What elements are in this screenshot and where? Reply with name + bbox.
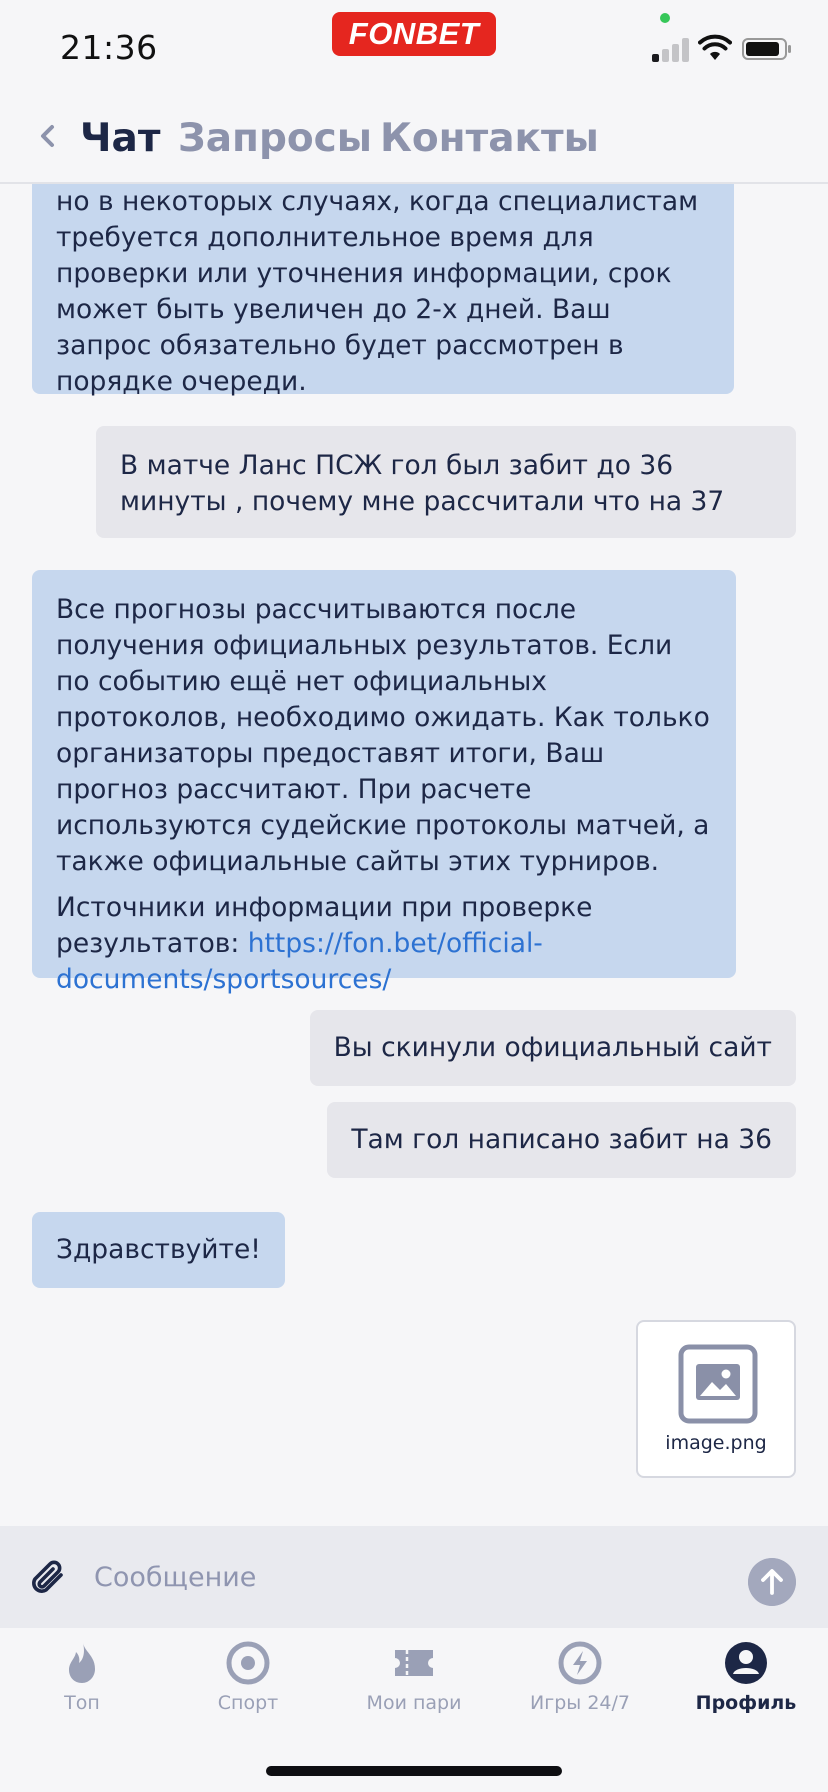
fonbet-logo: FONBET — [332, 12, 496, 56]
nav-item-my-bets[interactable] — [334, 1640, 494, 1714]
chat-messages[interactable] — [0, 184, 828, 1526]
sources-link[interactable]: https://fon.bet/official-documents/sportsources/ — [56, 928, 543, 995]
image-icon — [678, 1344, 758, 1424]
support-message — [32, 184, 734, 397]
message-text: Здравствуйте! — [56, 1234, 261, 1265]
nav-label: Мои пари — [366, 1692, 462, 1714]
attachment-filename: image.png — [665, 1432, 767, 1454]
arrow-up-icon[interactable] — [748, 1558, 796, 1606]
user-message — [96, 426, 796, 538]
message-text: Все прогнозы рассчитываются после получения официальных результатов. Если по событию ещё нет официальных протоколов, необходимо ожидать. Как только организаторы предоставят итоги, Ваш прогноз рассчитают. При расчете используются судейские протоколы матчей, а также официальные сайты этих турниров. — [56, 594, 710, 877]
message-text: Там гол написано забит на 36 — [351, 1124, 772, 1155]
nav-label: Профиль — [695, 1692, 797, 1714]
ticket-icon — [391, 1640, 437, 1686]
message-text: Источники информации при проверке результатов: — [56, 892, 593, 959]
message-text: В матче Ланс ПСЖ гол был забит до 36 минуты , почему мне рассчитали что на 37 — [120, 450, 725, 517]
nav-label: Спорт — [217, 1692, 279, 1714]
nav-item-profile[interactable] — [666, 1640, 826, 1714]
status-bar — [0, 0, 828, 96]
lightning-icon — [557, 1640, 603, 1686]
home-indicator — [266, 1766, 562, 1776]
tab-contacts[interactable]: Контакты — [380, 116, 599, 161]
user-message — [310, 1010, 796, 1086]
status-time: 21:36 — [60, 28, 158, 67]
nav-item-games[interactable] — [500, 1640, 660, 1714]
chat-header — [0, 96, 828, 184]
camera-indicator-dot — [660, 13, 670, 23]
tab-chat[interactable]: Чат — [80, 116, 161, 161]
message-composer — [0, 1526, 828, 1628]
message-text: но в некоторых случаях, когда специалистам требуется дополнительное время для проверки или уточнения информации, срок может быть увеличен до 2-х дней. Ваш запрос обязательно будет рассмотрен в порядке очереди. — [56, 186, 699, 397]
message-text: Вы скинули официальный сайт — [333, 1032, 772, 1063]
message-input[interactable] — [92, 1550, 736, 1604]
nav-label: Игры 24/7 — [530, 1692, 630, 1714]
signal-icon — [652, 36, 692, 62]
target-icon — [225, 1640, 271, 1686]
user-message — [327, 1102, 796, 1178]
nav-label: Топ — [64, 1692, 100, 1714]
support-message — [32, 1212, 285, 1288]
tab-requests[interactable]: Запросы — [178, 116, 373, 161]
wifi-icon — [698, 34, 732, 62]
chevron-left-icon[interactable] — [36, 116, 58, 156]
image-attachment[interactable] — [636, 1320, 796, 1478]
nav-item-sport[interactable] — [168, 1640, 328, 1714]
flame-icon — [59, 1640, 105, 1686]
profile-icon — [723, 1640, 769, 1686]
nav-item-top[interactable] — [2, 1640, 162, 1714]
paperclip-icon[interactable] — [28, 1558, 68, 1598]
support-message — [32, 570, 736, 995]
battery-icon — [742, 38, 792, 60]
